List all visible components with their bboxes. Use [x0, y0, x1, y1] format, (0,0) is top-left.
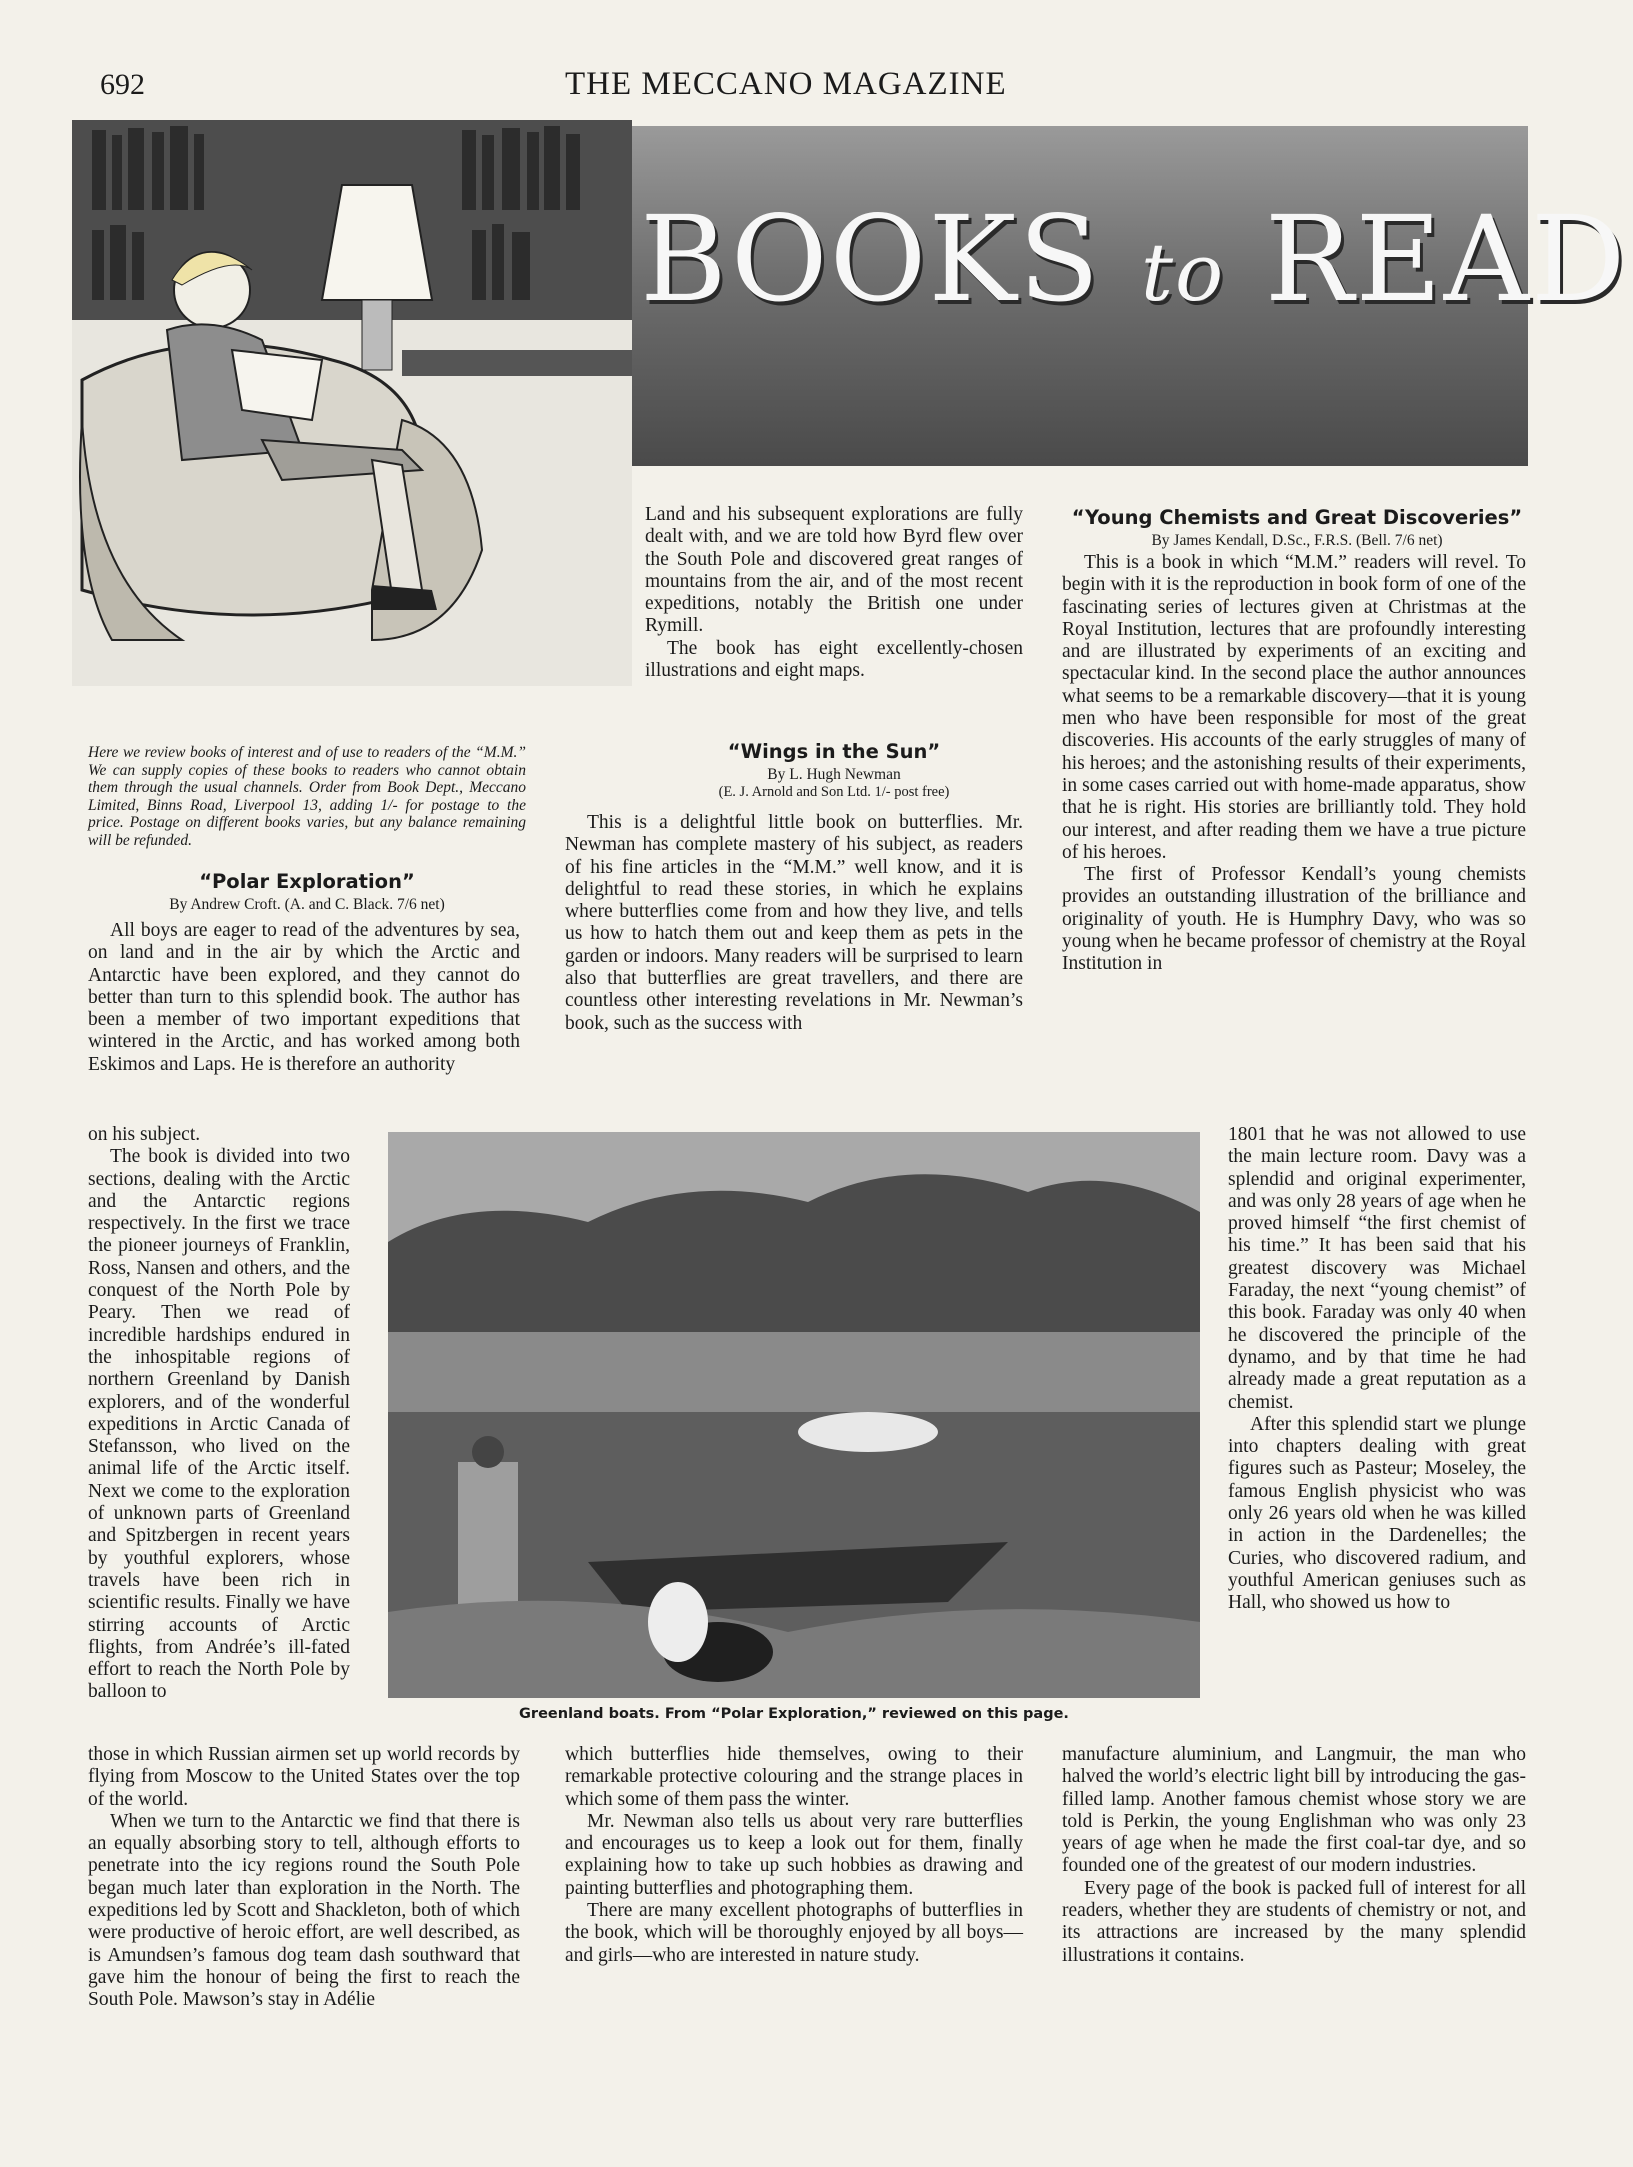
wings-review-text-2 — [565, 1744, 1023, 1967]
paragraph: This is a delightful little book on butterflies. Mr. Newman has complete mastery of his subject, as readers of his fine articles in the “M.M.” well know, and it is delightful to read these stories, in which he explains where butterflies come from and how they live, and tells us how to hatch them out and keep them as pets in the garden or indoors. Many readers will be surprised to learn also that butterflies are great travellers, and there are countless other interesting revelations in Mr. Newman’s book, such as the success with — [565, 812, 1023, 1034]
paragraph: The book is divided into two sections, dealing with the Arctic and the Antarctic regions respectively. In the first we trace the pioneer journeys of Franklin, Ross, Nansen and others, and the conquest of the North Pole by Peary. Then we read of incredible hardships endured in the inhospitable regions of northern Greenland by Danish explorers, and of the wonderful expeditions in Arctic Canada of Stefansson, who lived on the animal life of the Arctic itself. Next we come to the exploration of unknown parts of Greenland and Spitzbergen in recent years by youthful explorers, whose travels have been rich in scientific results. Finally we have stirring accounts of Arctic flights, from Andrée’s ill-fated effort to reach the North Pole by balloon to — [88, 1146, 350, 1703]
paragraph: Mr. Newman also tells us about very rare butterflies and encourages us to keep a look out for them, finally explaining how to take up such hobbies as drawing and painting butterflies and photographing them. — [565, 1810, 1023, 1899]
polar-review-byline: By Andrew Croft. (A. and C. Black. 7/6 net) — [169, 896, 445, 913]
paragraph: 1801 that he was not allowed to use the main lecture room. Davy was a splendid and original experimenter, and was only 28 years of age when he proved himself “the first chemist of his time.” It has been said that his greatest discovery was Michael Faraday, the next “young chemist” of this book. Faraday was only 40 when he discovered the principle of the dynamo, and by that time he had already made a great reputation as a chemist. — [1228, 1124, 1526, 1413]
wings-review-text-1 — [565, 812, 1023, 1035]
paragraph: The book has eight excellently-chosen illustrations and eight maps. — [645, 637, 1023, 682]
paragraph: on his subject. — [88, 1124, 201, 1145]
paragraph: The first of Professor Kendall’s young chemists provides an outstanding illustration of the brilliance and originality of youth. He is Humphry Davy, who was so young when he became professor of chemistry at the Royal Institution in — [1062, 864, 1526, 975]
wings-review-title: “Wings in the Sun” — [727, 740, 941, 763]
chemists-review-title: “Young Chemists and Great Discoveries” — [1071, 506, 1523, 529]
paragraph: All boys are eager to read of the adventures by sea, on land and in the air by which the Arctic and Antarctic have been explored, and they cannot do better than turn to this splendid book. The author has been a member of two important expeditions that wintered in the Arctic, and has worked among both Eskimos and Laps. He is therefore an authority — [88, 920, 520, 1075]
polar-review-text-3 — [88, 1744, 520, 2012]
intro-note: Here we review books of interest and of use to readers of the “M.M.” We can supply copies of these books to readers who cannot obtain them through the usual channels. Order from Book Dept., Meccano Limited, Binns Road, Liverpool 13, adding 1/- for postage to the price. Postage on different books varies, but any balance remaining will be refunded. — [88, 744, 526, 849]
photo-caption: Greenland boats. From “Polar Exploration,” reviewed on this page. — [519, 1706, 1069, 1722]
polar-review-text-1 — [88, 920, 520, 1076]
paragraph: After this splendid start we plunge into chapters dealing with great figures such as Pasteur; Moseley, the famous English physicist who was only 26 years old when he was killed in action in the Dardenelles; the Curies, who discovered radium, and youthful American geniuses such as Hall, who showed us how to — [1228, 1413, 1526, 1614]
page-number: 692 — [100, 68, 145, 101]
chemists-review-text-3 — [1062, 1744, 1526, 1967]
paragraph: which butterflies hide themselves, owing to their remarkable protective colouring and the strange places in which some of them pass the winter. — [565, 1744, 1023, 1810]
paragraph: those in which Russian airmen set up world records by flying from Moscow to the United States over the top of the world. — [88, 1744, 520, 1810]
paragraph: manufacture aluminium, and Langmuir, the man who halved the world’s electric light bill by introducing the gas-filled lamp. Another famous chemist whose story we are told is Perkin, the young Englishman who was only 23 years of age when he made the first coal-tar dye, and so founded one of the greatest of our modern industries. — [1062, 1744, 1526, 1877]
greenland-boats-photo — [388, 1132, 1200, 1698]
chemists-review-text-1 — [1062, 552, 1526, 976]
paragraph: This is a book in which “M.M.” readers will revel. To begin with it is the reproduction in book form of one of the fascinating series of lectures given at Christmas at the Royal Institution, lectures that are profoundly interesting and are illustrated by experiments of an exciting and spectacular kind. In the second place the author announces what seems to be a remarkable discovery—that it is young men who have been responsible for most of the great discoveries. His accounts of the early struggles of many of his heroes; and the astonishing results of their experiments, in some cases carried out with home-made apparatus, show that he is right. His stories are brilliantly told. They hold our interest, and after reading them we have a true picture of his heroes. — [1062, 552, 1526, 863]
reading-boy-illustration — [72, 120, 632, 686]
running-head: THE MECCANO MAGAZINE — [565, 66, 1007, 102]
wings-review-byline: By L. Hugh Newman — [767, 766, 901, 783]
wings-review-publisher: (E. J. Arnold and Son Ltd. 1/- post free) — [718, 784, 950, 800]
paragraph: There are many excellent photographs of butterflies in the book, which will be thoroughly enjoyed by all boys—and girls—who are interested in nature study. — [565, 1900, 1023, 1966]
polar-review-text-4 — [645, 504, 1023, 682]
polar-review-title: “Polar Exploration” — [199, 870, 415, 893]
chemists-review-byline: By James Kendall, D.Sc., F.R.S. (Bell. 7/6 net) — [1151, 532, 1443, 549]
polar-review-text-2 — [88, 1124, 350, 1704]
banner-title: BOOKS to READ — [640, 190, 1628, 328]
paragraph: When we turn to the Antarctic we find that there is an equally absorbing story to tell, although efforts to penetrate into the icy regions round the South Pole began much later than exploration in the North. The expeditions led by Scott and Shackleton, both of which were productive of heroic effort, are well described, as is Amundsen’s famous dog team dash southward that gave him the honour of being the first to reach the South Pole. Mawson’s stay in Adélie — [88, 1810, 520, 2011]
paragraph: Every page of the book is packed full of interest for all readers, whether they are students of chemistry or not, and its attractions are increased by the many splendid illustrations it contains. — [1062, 1877, 1526, 1966]
chemists-review-text-2 — [1228, 1124, 1526, 1615]
paragraph: Land and his subsequent explorations are fully dealt with, and we are told how Byrd flew over the South Pole and discovered great ranges of mountains from the air, and of the most recent expeditions, notably the British one under Rymill. — [645, 504, 1023, 637]
